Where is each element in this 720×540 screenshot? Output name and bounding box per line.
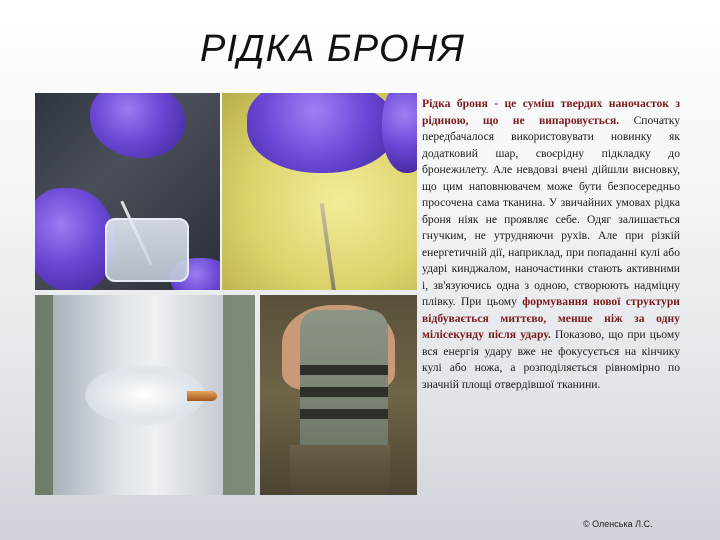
body-paragraph [422,96,680,393]
gloved-hands-with-jar-photo [35,93,220,290]
author-footer: © Оленська Л.С. [583,519,653,529]
slide-title: РІДКА БРОНЯ [200,28,465,70]
bullet-in-gel-photo [35,295,255,495]
knife-on-yellow-fabric-photo [222,93,417,290]
body-text-part-1: Спочатку передбачалося використовувати новинку як додатковий шар, своєрідну підкладку до бронежилету. Але невдовзі вчені дійшли висновку, що цим наповнювачем може бути безпосередньо просочена сама тканина. У звичайних умовах рідка броня ніяк не проявляє себе. Одяг залишається гнучким, не утрудняючи рухів. Але при різкій енергетичній дії, наприклад, при попаданні кулі або ударі кинджалом, наночастинки стають активними і, зв'язуючись одна з одною, створюють надміцну плівку. При цьому [422,113,681,308]
man-in-vest-photo [260,295,417,495]
body-text-part-2: Показово, що при цьому вся енергія удару вже не фокусується на кінчику кулі або ножа, а розподіляється рівномірно по значній площі отвердівшої тканини. [422,328,681,391]
lead-definition: Рідка броня - це суміш твердих наночасток з рідиною, що не випаровується. [422,97,680,127]
highlight-text: формування нової структури відбувається миттєво, менше ніж за одну мілісекунду після удару. [422,295,680,341]
